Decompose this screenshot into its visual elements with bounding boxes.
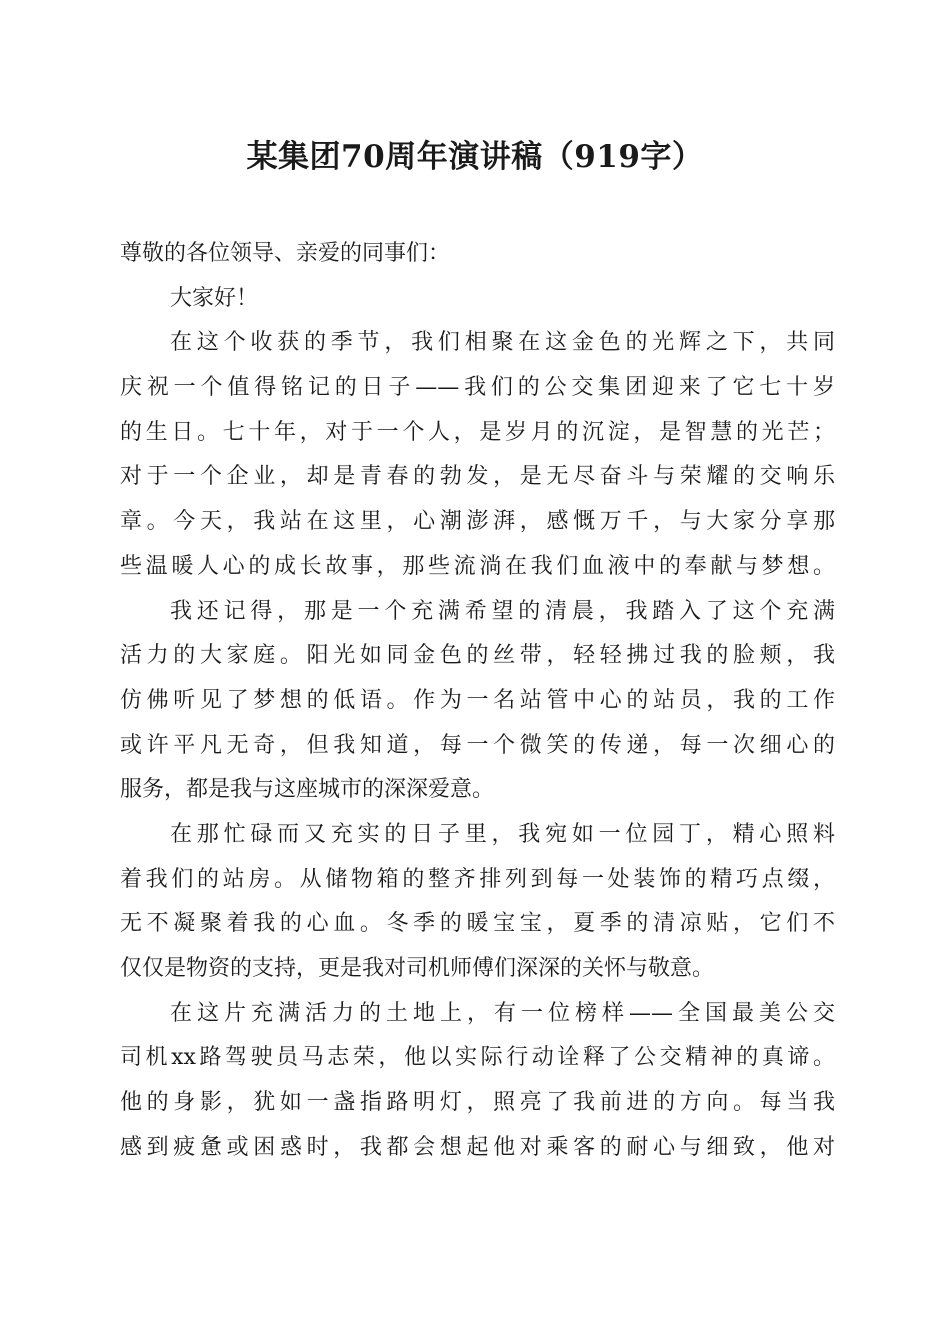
paragraph-line: 在这片充满活力的土地上，有一位榜样——全国最美公交 xyxy=(170,1000,835,1026)
paragraph-line: 司机xx路驾驶员马志荣，他以实际行动诠释了公交精神的真谛。 xyxy=(120,1045,835,1071)
paragraph-line: 章。今天，我站在这里，心潮澎湃，感慨万千，与大家分享那 xyxy=(120,509,835,535)
paragraph-line: 活力的大家庭。阳光如同金色的丝带，轻轻拂过我的脸颊，我 xyxy=(120,643,835,669)
paragraph-line: 在那忙碌而又充实的日子里，我宛如一位园丁，精心照料 xyxy=(170,821,835,847)
paragraph-line: 服务，都是我与这座城市的深深爱意。 xyxy=(120,777,495,803)
paragraph-line: 对于一个企业，却是青春的勃发，是无尽奋斗与荣耀的交响乐 xyxy=(120,464,835,490)
document-body xyxy=(120,232,835,1170)
paragraph-line: 仿佛听见了梦想的低语。作为一名站管中心的站员，我的工作 xyxy=(120,687,835,713)
paragraph-line: 感到疲惫或困惑时，我都会想起他对乘客的耐心与细致，他对 xyxy=(120,1134,835,1160)
paragraph-line: 无不凝聚着我的心血。冬季的暖宝宝，夏季的清凉贴，它们不 xyxy=(120,911,835,937)
greeting-line: 大家好！ xyxy=(170,285,259,311)
paragraph-line: 些温暖人心的成长故事，那些流淌在我们血液中的奉献与梦想。 xyxy=(120,553,835,579)
salutation-line: 尊敬的各位领导、亲爱的同事们： xyxy=(120,241,451,266)
paragraph-line: 或许平凡无奇，但我知道，每一个微笑的传递，每一次细心的 xyxy=(120,732,835,758)
paragraph-line: 庆祝一个值得铭记的日子——我们的公交集团迎来了它七十岁 xyxy=(120,375,835,401)
paragraph-line: 在这个收获的季节，我们相聚在这金色的光辉之下，共同 xyxy=(170,330,835,356)
paragraph-line: 仅仅是物资的支持，更是我对司机师傅们深深的关怀与敬意。 xyxy=(120,956,715,981)
paragraph-line: 我还记得，那是一个充满希望的清晨，我踏入了这个充满 xyxy=(170,598,835,624)
paragraph-line: 着我们的站房。从储物箱的整齐排列到每一处装饰的精巧点缀， xyxy=(120,866,835,892)
paragraph-line: 的生日。七十年，对于一个人，是岁月的沉淀，是智慧的光芒； xyxy=(120,419,835,445)
document-title: 某集团70周年演讲稿（919字） xyxy=(246,139,704,175)
paragraph-line: 他的身影，犹如一盏指路明灯，照亮了我前进的方向。每当我 xyxy=(120,1090,835,1116)
